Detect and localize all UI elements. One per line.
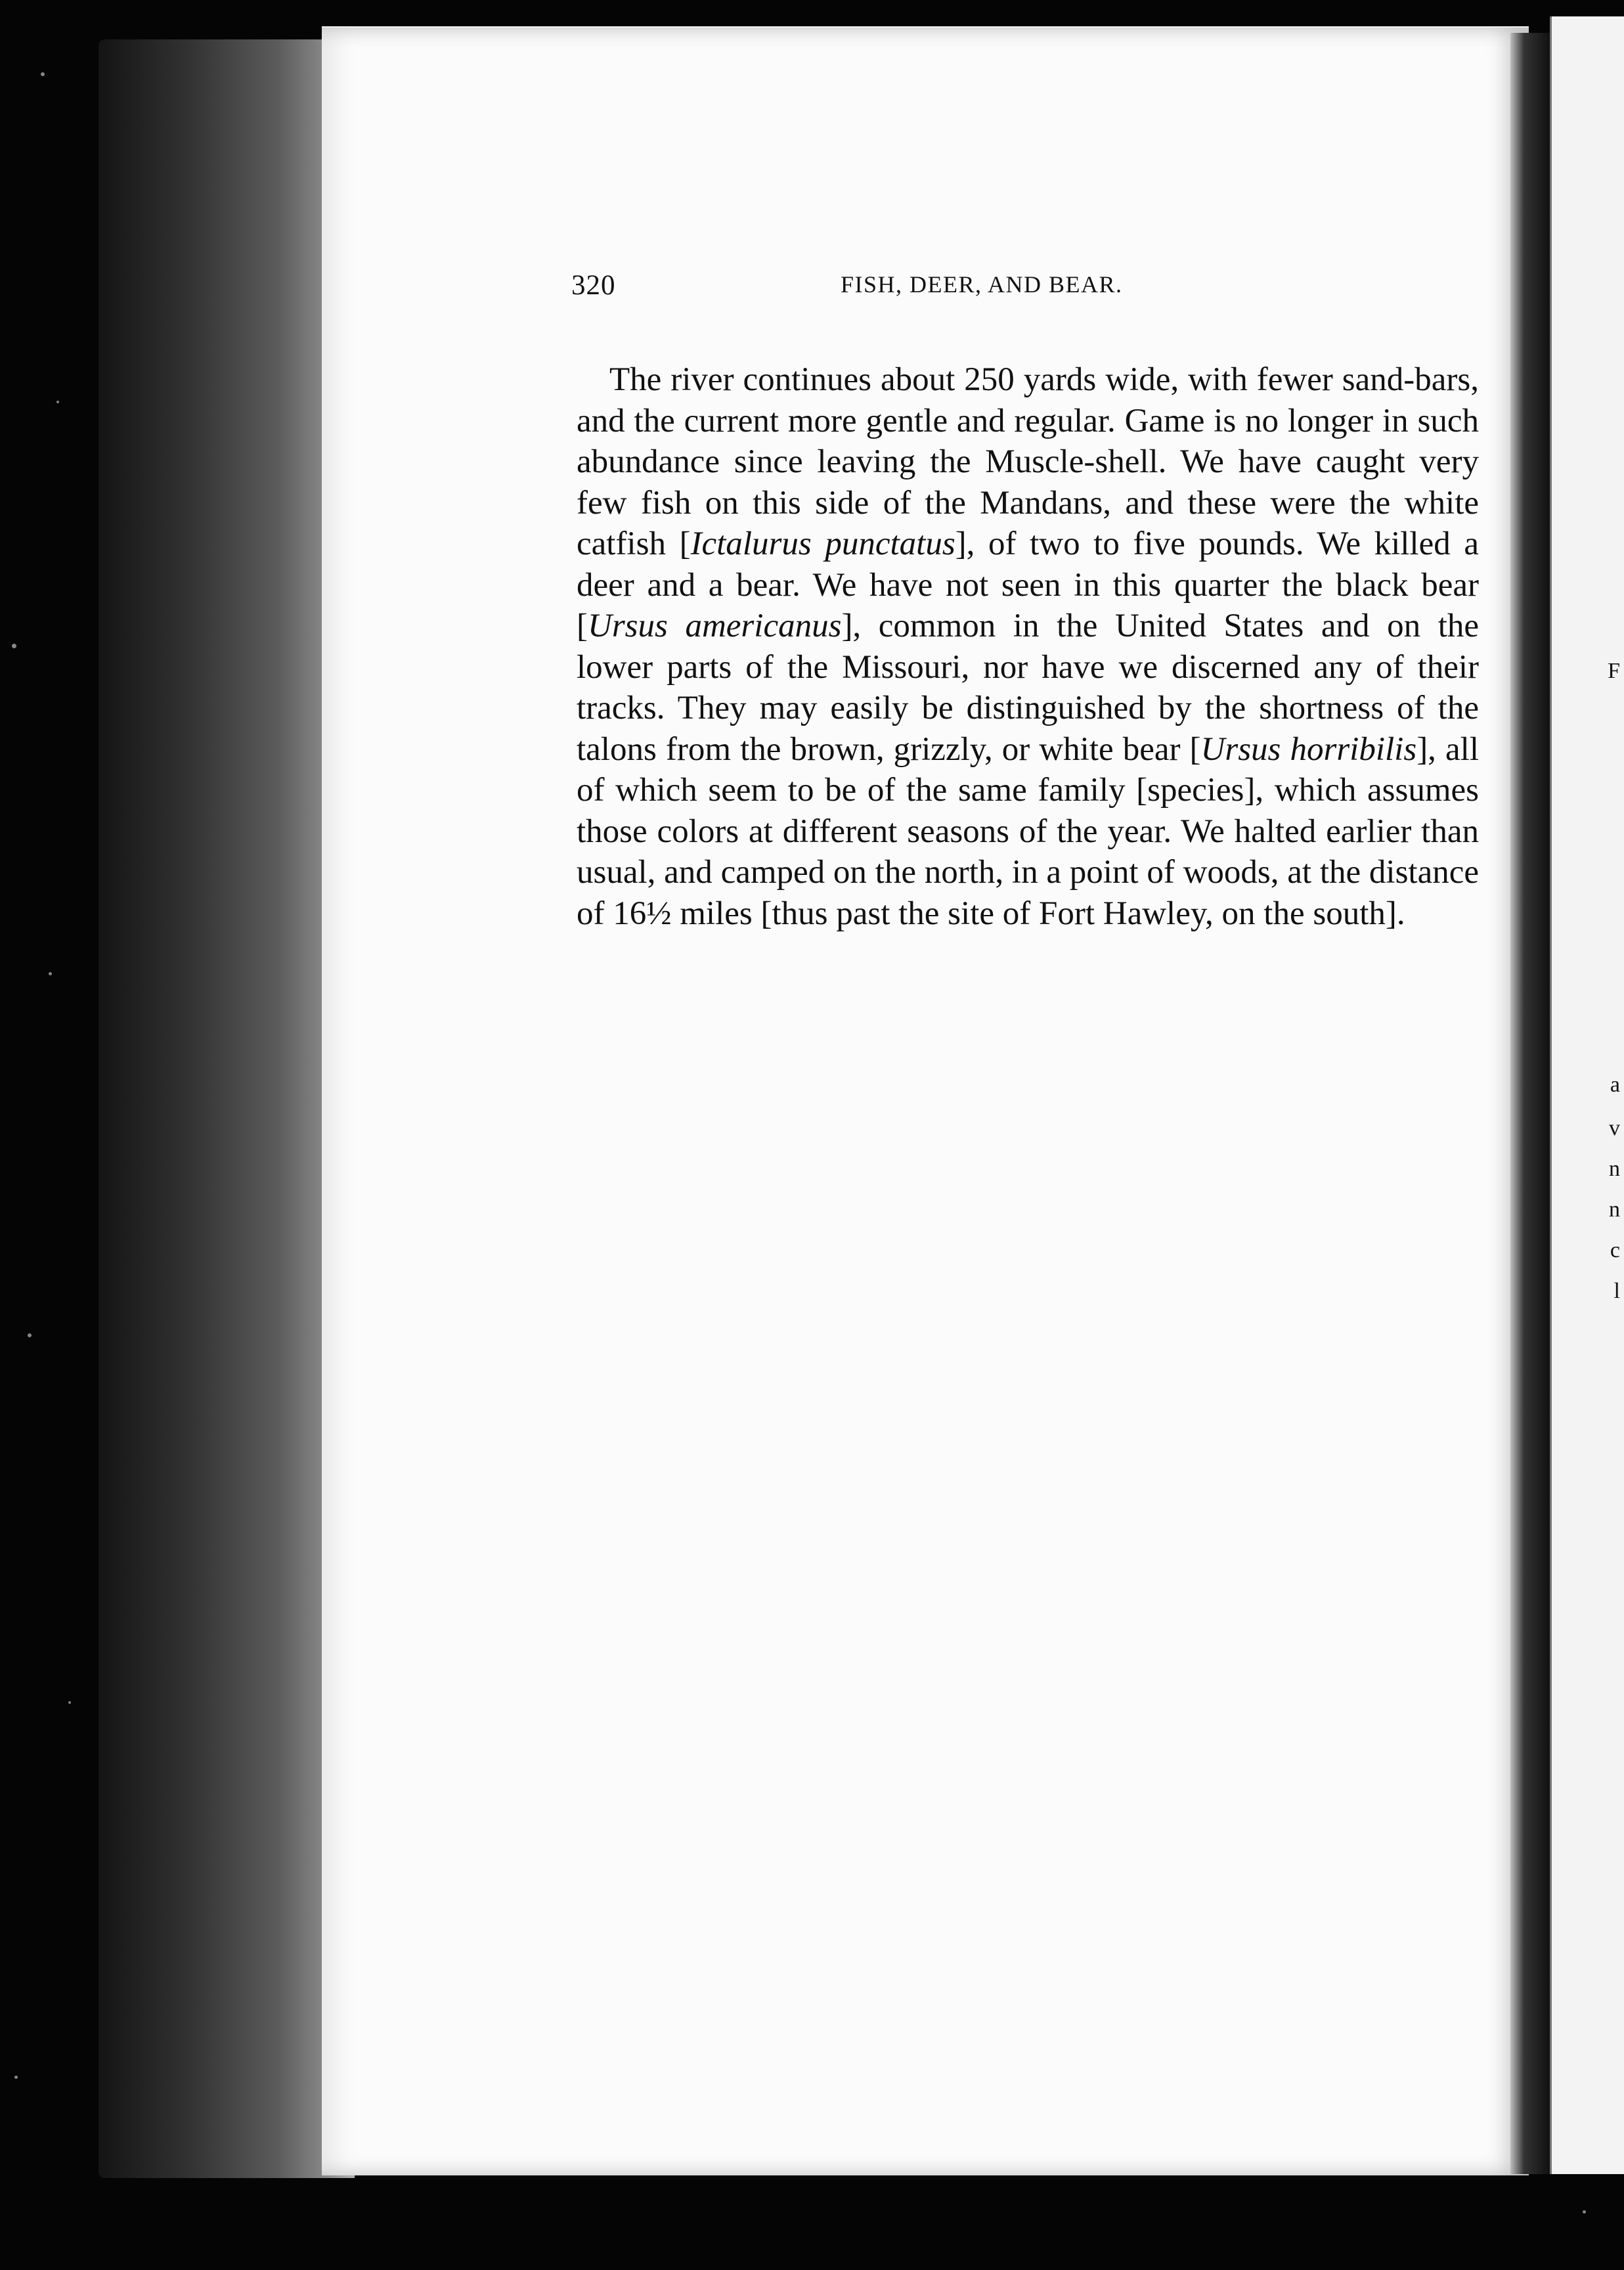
body-paragraph xyxy=(577,359,1479,934)
adjacent-page-letter: a xyxy=(1610,1073,1620,1097)
adjacent-page-letter: n xyxy=(1609,1197,1620,1222)
adjacent-page-letter: v xyxy=(1609,1116,1620,1140)
scan-speck xyxy=(49,972,52,975)
scan-speck xyxy=(56,401,59,403)
book-fore-edge-shadow xyxy=(99,39,355,2178)
text-run: ], all of which seem to be of the same family [species], which assumes those colors at different seasons of the year. We halted earlier than usual, and camped on the north, in a point of woods, at the distance of 16½ miles [thus past the site of Fort Hawley, on the south]. xyxy=(577,730,1479,932)
text-run: ], common in the United States and on the lower parts of the Missouri, nor have we discerned any of their tracks. They may easily be distinguished by the shortness of the talons from the brown, grizzly, or white bear [ xyxy=(577,608,1479,768)
adjacent-page-letter: c xyxy=(1610,1238,1620,1262)
scan-speck xyxy=(1583,2210,1586,2214)
scan-speck xyxy=(14,2076,18,2079)
book-page xyxy=(322,26,1529,2175)
adjacent-page-letter: l xyxy=(1613,1279,1620,1303)
scan-speck xyxy=(28,1333,32,1337)
adjacent-page-letter: F xyxy=(1608,659,1620,683)
scan-speck xyxy=(12,644,16,648)
running-head: FISH, DEER, AND BEAR. xyxy=(841,271,1123,298)
italic-species-name: Ursus horribilis xyxy=(1200,730,1417,768)
text-run: The river continues about 250 yards wide, with fewer sand-bars, and the current more gentle and regular. Game is no longer in such abundance since leaving the Muscle-shell. We have caught very few fish on this side of the Mandans, and these were the white catfish [ xyxy=(577,361,1479,562)
italic-species-name: Ictalurus punctatus xyxy=(690,525,955,562)
scan-speck xyxy=(41,72,45,76)
italic-species-name: Ursus americanus xyxy=(587,608,842,644)
adjacent-page-sliver xyxy=(1550,16,1624,2174)
page-number: 320 xyxy=(571,270,616,301)
page-header xyxy=(571,269,1484,315)
scan-speck xyxy=(68,1701,71,1704)
adjacent-page-letter: n xyxy=(1609,1157,1620,1181)
page-gutter-shadow xyxy=(1510,33,1550,2174)
text-run: ], of two to five pounds. We killed a deer and a bear. We have not seen in this quarter the black bear [ xyxy=(577,525,1479,644)
